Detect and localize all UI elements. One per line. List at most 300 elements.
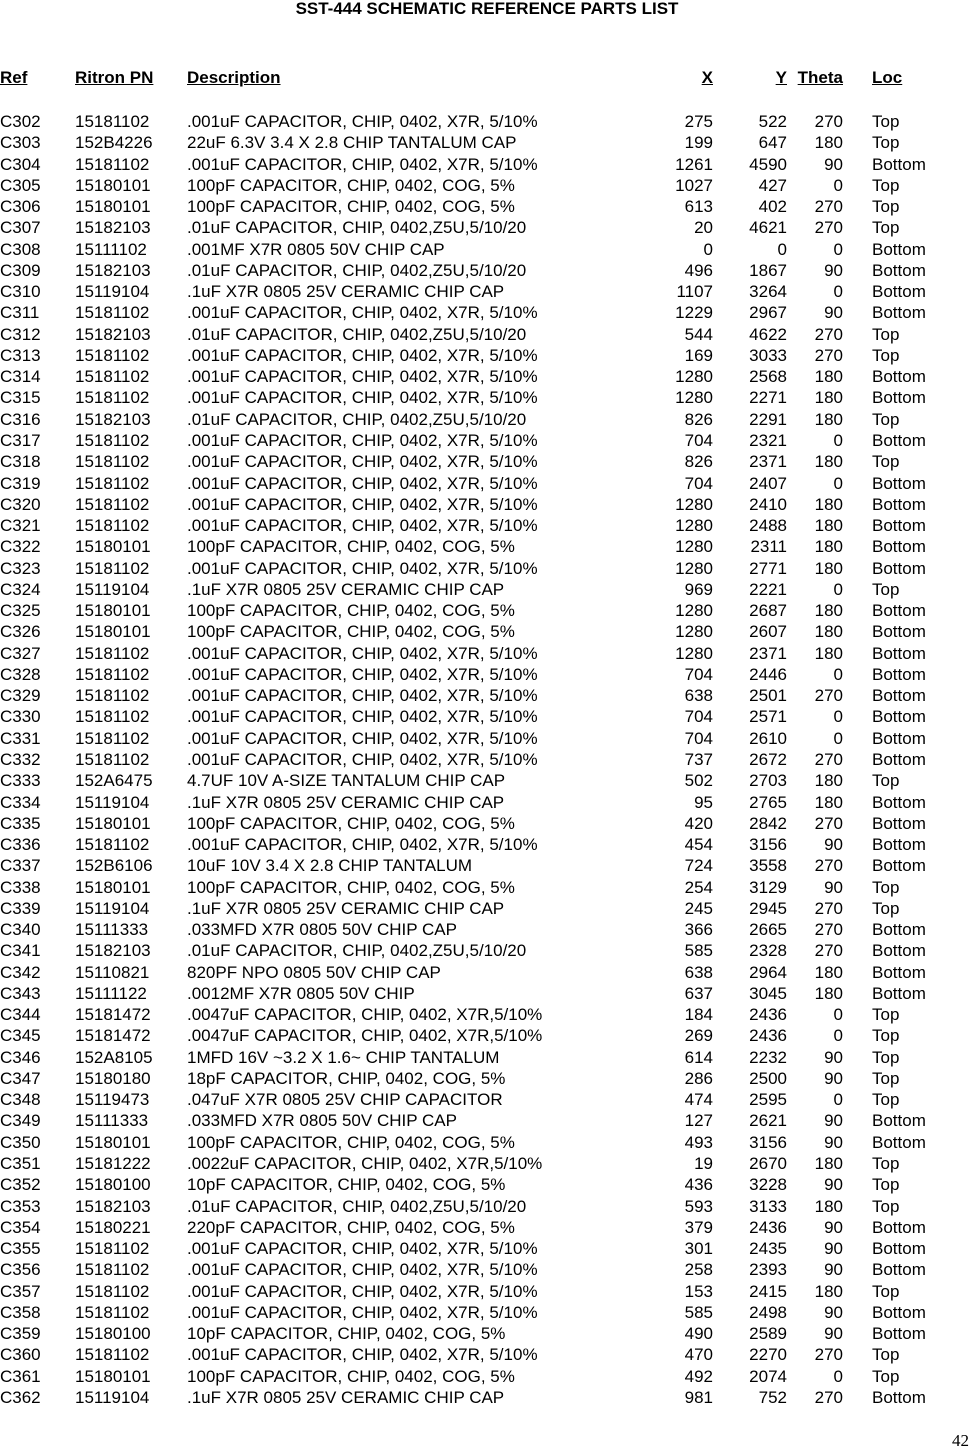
cell-ref: C335 <box>0 813 41 833</box>
cell-description: .0047uF CAPACITOR, CHIP, 0402, X7R,5/10% <box>187 1005 543 1025</box>
table-row <box>0 302 974 323</box>
cell-loc: Bottom <box>872 516 926 536</box>
cell-loc: Top <box>872 1026 900 1046</box>
table-row <box>0 1068 974 1089</box>
cell-description: .001uF CAPACITOR, CHIP, 0402, X7R, 5/10% <box>187 1260 538 1280</box>
cell-ref: C321 <box>0 516 41 536</box>
cell-description: 100pF CAPACITOR, CHIP, 0402, COG, 5% <box>187 175 515 195</box>
cell-x: 95 <box>694 792 713 812</box>
cell-theta: 180 <box>814 367 843 387</box>
cell-ritron-pn: 15180101 <box>75 622 151 642</box>
cell-loc: Bottom <box>872 749 926 769</box>
cell-theta: 180 <box>814 494 843 514</box>
cell-description: 100pF CAPACITOR, CHIP, 0402, COG, 5% <box>187 197 515 217</box>
cell-theta: 0 <box>833 1366 843 1386</box>
table-row <box>0 749 974 770</box>
cell-loc: Top <box>872 133 900 153</box>
cell-x: 199 <box>684 133 713 153</box>
cell-description: .047uF X7R 0805 25V CHIP CAPACITOR <box>187 1090 503 1110</box>
cell-loc: Bottom <box>872 154 926 174</box>
cell-x: 470 <box>684 1345 713 1365</box>
cell-description: .001uF CAPACITOR, CHIP, 0402, X7R, 5/10% <box>187 367 538 387</box>
cell-ritron-pn: 15181102 <box>75 835 150 855</box>
table-row <box>0 685 974 706</box>
cell-y: 752 <box>758 1387 787 1407</box>
cell-ritron-pn: 15181102 <box>75 516 150 536</box>
cell-x: 420 <box>684 813 713 833</box>
table-row <box>0 1047 974 1068</box>
table-header <box>0 67 974 89</box>
cell-ritron-pn: 15111102 <box>75 239 147 259</box>
cell-ref: C359 <box>0 1324 41 1344</box>
cell-x: 275 <box>684 112 713 131</box>
page-number: 42 <box>952 1431 969 1450</box>
table-row <box>0 1387 974 1408</box>
cell-theta: 0 <box>833 579 843 599</box>
cell-description: .001uF CAPACITOR, CHIP, 0402, X7R, 5/10% <box>187 430 538 450</box>
cell-ritron-pn: 15111333 <box>75 920 149 940</box>
cell-theta: 90 <box>824 154 843 174</box>
cell-description: 18pF CAPACITOR, CHIP, 0402, COG, 5% <box>187 1068 506 1088</box>
cell-ritron-pn: 15181102 <box>75 1281 150 1301</box>
cell-loc: Top <box>872 1090 900 1110</box>
cell-description: .001uF CAPACITOR, CHIP, 0402, X7R, 5/10% <box>187 707 538 727</box>
cell-theta: 270 <box>814 197 843 217</box>
cell-ritron-pn: 15181102 <box>75 112 150 131</box>
cell-loc: Bottom <box>872 707 926 727</box>
cell-y: 2670 <box>749 1154 787 1174</box>
cell-ref: C313 <box>0 345 41 365</box>
cell-ref: C334 <box>0 792 41 812</box>
cell-ritron-pn: 15181102 <box>75 473 150 493</box>
table-row <box>0 217 974 238</box>
cell-x: 1280 <box>675 622 713 642</box>
cell-ritron-pn: 15181472 <box>75 1005 151 1025</box>
cell-y: 3156 <box>749 835 787 855</box>
cell-theta: 180 <box>814 452 843 472</box>
cell-description: 820PF NPO 0805 50V CHIP CAP <box>187 962 441 982</box>
cell-ref: C311 <box>0 303 40 323</box>
cell-ref: C340 <box>0 920 41 940</box>
cell-ref: C341 <box>0 941 41 961</box>
cell-theta: 90 <box>824 1239 843 1259</box>
cell-y: 2436 <box>749 1026 787 1046</box>
cell-description: .001uF CAPACITOR, CHIP, 0402, X7R, 5/10% <box>187 558 538 578</box>
cell-ritron-pn: 15182103 <box>75 218 151 238</box>
cell-description: .001uF CAPACITOR, CHIP, 0402, X7R, 5/10% <box>187 303 538 323</box>
cell-y: 2967 <box>749 303 787 323</box>
cell-y: 2435 <box>749 1239 787 1259</box>
cell-x: 737 <box>684 749 713 769</box>
cell-x: 704 <box>684 430 713 450</box>
cell-ref: C325 <box>0 601 41 621</box>
cell-description: 10uF 10V 3.4 X 2.8 CHIP TANTALUM <box>187 856 473 876</box>
parts-table <box>0 111 974 1408</box>
cell-y: 2271 <box>749 388 787 408</box>
table-row <box>0 643 974 664</box>
cell-ref: C306 <box>0 197 41 217</box>
cell-ref: C362 <box>0 1387 41 1407</box>
cell-ritron-pn: 15181102 <box>75 388 150 408</box>
cell-ref: C305 <box>0 175 41 195</box>
cell-ritron-pn: 152A6475 <box>75 771 153 791</box>
cell-theta: 0 <box>833 707 843 727</box>
cell-loc: Top <box>872 1175 900 1195</box>
cell-loc: Bottom <box>872 1302 926 1322</box>
table-row <box>0 813 974 834</box>
cell-loc: Bottom <box>872 1387 926 1407</box>
header-x: X <box>701 68 713 87</box>
cell-x: 19 <box>694 1154 713 1174</box>
cell-y: 2945 <box>749 898 787 918</box>
cell-ref: C337 <box>0 856 41 876</box>
cell-theta: 90 <box>824 877 843 897</box>
cell-ref: C326 <box>0 622 41 642</box>
cell-theta: 180 <box>814 771 843 791</box>
table-row <box>0 579 974 600</box>
cell-description: .01uF CAPACITOR, CHIP, 0402,Z5U,5/10/20 <box>187 1196 527 1216</box>
cell-theta: 180 <box>814 622 843 642</box>
cell-y: 3264 <box>749 282 787 302</box>
table-row <box>0 1196 974 1217</box>
cell-ref: C318 <box>0 452 41 472</box>
table-row <box>0 919 974 940</box>
cell-ritron-pn: 15180100 <box>75 1324 151 1344</box>
cell-theta: 90 <box>824 1217 843 1237</box>
cell-x: 724 <box>684 856 713 876</box>
cell-x: 490 <box>684 1324 713 1344</box>
cell-x: 366 <box>684 920 713 940</box>
cell-loc: Top <box>872 452 900 472</box>
cell-x: 1107 <box>676 282 713 302</box>
cell-ref: C316 <box>0 409 41 429</box>
cell-theta: 270 <box>814 1387 843 1407</box>
cell-description: .1uF X7R 0805 25V CERAMIC CHIP CAP <box>187 579 505 599</box>
cell-loc: Bottom <box>872 983 926 1003</box>
table-row <box>0 983 974 1004</box>
cell-loc: Top <box>872 197 900 217</box>
cell-x: 981 <box>684 1387 713 1407</box>
cell-theta: 180 <box>814 1196 843 1216</box>
table-row <box>0 196 974 217</box>
cell-ritron-pn: 152B4226 <box>75 133 153 153</box>
cell-loc: Bottom <box>872 1111 926 1131</box>
cell-ritron-pn: 15119104 <box>75 579 150 599</box>
cell-ref: C328 <box>0 664 41 684</box>
cell-theta: 90 <box>824 1111 843 1131</box>
cell-description: .001uF CAPACITOR, CHIP, 0402, X7R, 5/10% <box>187 664 538 684</box>
cell-x: 1280 <box>675 601 713 621</box>
cell-ref: C349 <box>0 1111 41 1131</box>
cell-x: 493 <box>684 1132 713 1152</box>
cell-x: 245 <box>684 898 713 918</box>
table-row <box>0 387 974 408</box>
table-row <box>0 1217 974 1238</box>
table-row <box>0 1344 974 1365</box>
cell-loc: Top <box>872 579 900 599</box>
cell-ref: C332 <box>0 749 41 769</box>
cell-theta: 0 <box>833 473 843 493</box>
cell-ref: C352 <box>0 1175 41 1195</box>
cell-y: 2436 <box>749 1005 787 1025</box>
cell-x: 1280 <box>675 558 713 578</box>
cell-x: 585 <box>684 941 713 961</box>
cell-theta: 270 <box>814 749 843 769</box>
cell-loc: Top <box>872 112 900 131</box>
table-row <box>0 1004 974 1025</box>
cell-ritron-pn: 15181102 <box>75 664 150 684</box>
cell-ref: C350 <box>0 1132 41 1152</box>
cell-theta: 0 <box>833 1005 843 1025</box>
cell-y: 2393 <box>749 1260 787 1280</box>
cell-ritron-pn: 15182103 <box>75 409 151 429</box>
cell-description: 1MFD 16V ~3.2 X 1.6~ CHIP TANTALUM <box>187 1047 500 1067</box>
cell-x: 436 <box>684 1175 713 1195</box>
cell-y: 2607 <box>749 622 787 642</box>
cell-y: 2328 <box>749 941 787 961</box>
cell-theta: 0 <box>833 239 843 259</box>
cell-y: 2498 <box>749 1302 787 1322</box>
cell-ritron-pn: 15181102 <box>75 494 150 514</box>
cell-ritron-pn: 15180101 <box>75 537 151 557</box>
cell-description: .0022uF CAPACITOR, CHIP, 0402, X7R,5/10% <box>187 1154 543 1174</box>
cell-loc: Bottom <box>872 643 926 663</box>
cell-y: 2500 <box>749 1068 787 1088</box>
cell-theta: 0 <box>833 175 843 195</box>
cell-ritron-pn: 15111122 <box>75 983 147 1003</box>
cell-y: 2568 <box>749 367 787 387</box>
cell-x: 704 <box>684 707 713 727</box>
cell-y: 2621 <box>749 1111 787 1131</box>
cell-theta: 180 <box>814 537 843 557</box>
cell-description: .1uF X7R 0805 25V CERAMIC CHIP CAP <box>187 898 505 918</box>
cell-x: 184 <box>684 1005 713 1025</box>
cell-theta: 180 <box>814 643 843 663</box>
cell-x: 638 <box>684 686 713 706</box>
cell-ref: C304 <box>0 154 41 174</box>
cell-ref: C322 <box>0 537 41 557</box>
cell-theta: 270 <box>814 218 843 238</box>
cell-ref: C343 <box>0 983 41 1003</box>
cell-x: 1280 <box>675 643 713 663</box>
cell-loc: Bottom <box>872 856 926 876</box>
cell-y: 2488 <box>749 516 787 536</box>
cell-loc: Bottom <box>872 282 926 302</box>
cell-loc: Bottom <box>872 601 926 621</box>
cell-y: 3045 <box>749 983 787 1003</box>
cell-theta: 90 <box>824 1068 843 1088</box>
cell-y: 2687 <box>749 601 787 621</box>
cell-ritron-pn: 15181472 <box>75 1026 151 1046</box>
cell-theta: 270 <box>814 898 843 918</box>
cell-loc: Top <box>872 877 900 897</box>
table-row <box>0 877 974 898</box>
cell-x: 379 <box>684 1217 713 1237</box>
table-row <box>0 132 974 153</box>
cell-description: .001uF CAPACITOR, CHIP, 0402, X7R, 5/10% <box>187 728 538 748</box>
cell-ritron-pn: 15180101 <box>75 813 151 833</box>
cell-ref: C338 <box>0 877 41 897</box>
cell-description: .001uF CAPACITOR, CHIP, 0402, X7R, 5/10% <box>187 835 538 855</box>
cell-ritron-pn: 15181102 <box>75 1345 150 1365</box>
cell-ref: C331 <box>0 728 41 748</box>
cell-y: 4590 <box>749 154 787 174</box>
table-row <box>0 1089 974 1110</box>
cell-description: .1uF X7R 0805 25V CERAMIC CHIP CAP <box>187 1387 505 1407</box>
cell-loc: Top <box>872 218 900 238</box>
cell-theta: 270 <box>814 941 843 961</box>
cell-loc: Bottom <box>872 813 926 833</box>
cell-ref: C345 <box>0 1026 41 1046</box>
cell-x: 826 <box>684 452 713 472</box>
cell-description: .001uF CAPACITOR, CHIP, 0402, X7R, 5/10% <box>187 686 538 706</box>
table-row <box>0 558 974 579</box>
cell-ritron-pn: 15182103 <box>75 941 151 961</box>
cell-description: .001uF CAPACITOR, CHIP, 0402, X7R, 5/10% <box>187 154 538 174</box>
table-row <box>0 1323 974 1344</box>
cell-description: .01uF CAPACITOR, CHIP, 0402,Z5U,5/10/20 <box>187 218 527 238</box>
cell-theta: 0 <box>833 728 843 748</box>
cell-ritron-pn: 15181102 <box>75 1239 150 1259</box>
cell-y: 4621 <box>749 218 787 238</box>
table-row <box>0 1302 974 1323</box>
cell-loc: Bottom <box>872 686 926 706</box>
cell-theta: 90 <box>824 835 843 855</box>
cell-ritron-pn: 152B6106 <box>75 856 153 876</box>
table-row <box>0 515 974 536</box>
cell-theta: 180 <box>814 133 843 153</box>
cell-y: 4622 <box>749 324 787 344</box>
table-row <box>0 430 974 451</box>
cell-ritron-pn: 15181102 <box>75 1302 150 1322</box>
cell-x: 1280 <box>675 388 713 408</box>
cell-description: 100pF CAPACITOR, CHIP, 0402, COG, 5% <box>187 1132 515 1152</box>
cell-x: 454 <box>684 835 713 855</box>
cell-ritron-pn: 15110821 <box>75 962 150 982</box>
cell-loc: Top <box>872 1005 900 1025</box>
cell-x: 496 <box>684 260 713 280</box>
table-row <box>0 834 974 855</box>
cell-ritron-pn: 15181102 <box>75 643 150 663</box>
header-theta: Theta <box>797 68 843 87</box>
cell-y: 2371 <box>749 452 787 472</box>
cell-y: 3228 <box>749 1175 787 1195</box>
table-row <box>0 770 974 791</box>
table-row <box>0 1259 974 1280</box>
cell-x: 704 <box>684 473 713 493</box>
cell-ref: C358 <box>0 1302 41 1322</box>
cell-y: 3129 <box>749 877 787 897</box>
cell-ref: C314 <box>0 367 41 387</box>
cell-loc: Bottom <box>872 728 926 748</box>
cell-ritron-pn: 15181102 <box>75 728 150 748</box>
cell-x: 127 <box>684 1111 713 1131</box>
cell-ref: C308 <box>0 239 41 259</box>
cell-loc: Bottom <box>872 1217 926 1237</box>
cell-description: .001uF CAPACITOR, CHIP, 0402, X7R, 5/10% <box>187 749 538 769</box>
cell-ref: C317 <box>0 430 41 450</box>
cell-x: 1280 <box>675 537 713 557</box>
cell-ref: C303 <box>0 133 41 153</box>
cell-x: 704 <box>684 728 713 748</box>
cell-ritron-pn: 15181102 <box>75 686 150 706</box>
cell-y: 2842 <box>749 813 787 833</box>
header-loc: Loc <box>872 68 903 87</box>
cell-theta: 180 <box>814 1154 843 1174</box>
cell-loc: Bottom <box>872 1260 926 1280</box>
cell-loc: Bottom <box>872 239 926 259</box>
cell-loc: Bottom <box>872 920 926 940</box>
cell-x: 1280 <box>675 367 713 387</box>
table-row <box>0 494 974 515</box>
cell-y: 522 <box>758 112 787 131</box>
table-row <box>0 1132 974 1153</box>
cell-x: 492 <box>684 1366 713 1386</box>
cell-theta: 90 <box>824 1132 843 1152</box>
cell-ritron-pn: 15180101 <box>75 1366 151 1386</box>
cell-description: 100pF CAPACITOR, CHIP, 0402, COG, 5% <box>187 813 515 833</box>
cell-description: .001uF CAPACITOR, CHIP, 0402, X7R, 5/10% <box>187 1239 538 1259</box>
cell-x: 826 <box>684 409 713 429</box>
table-row <box>0 706 974 727</box>
cell-theta: 90 <box>824 1302 843 1322</box>
cell-description: 100pF CAPACITOR, CHIP, 0402, COG, 5% <box>187 537 515 557</box>
cell-y: 2610 <box>749 728 787 748</box>
cell-x: 1261 <box>675 154 713 174</box>
cell-y: 2771 <box>749 558 787 578</box>
cell-loc: Bottom <box>872 430 926 450</box>
table-row <box>0 1366 974 1387</box>
cell-ref: C315 <box>0 388 41 408</box>
table-row <box>0 239 974 260</box>
cell-loc: Bottom <box>872 962 926 982</box>
cell-description: 4.7UF 10V A-SIZE TANTALUM CHIP CAP <box>187 771 506 791</box>
cell-ritron-pn: 15181222 <box>75 1154 151 1174</box>
cell-x: 614 <box>684 1047 713 1067</box>
cell-x: 544 <box>684 324 713 344</box>
cell-ritron-pn: 15181102 <box>75 1260 150 1280</box>
cell-ref: C347 <box>0 1068 41 1088</box>
cell-description: .001uF CAPACITOR, CHIP, 0402, X7R, 5/10% <box>187 643 538 663</box>
cell-ritron-pn: 15180180 <box>75 1068 151 1088</box>
cell-ritron-pn: 15181102 <box>75 749 150 769</box>
cell-theta: 0 <box>833 282 843 302</box>
cell-ref: C327 <box>0 643 41 663</box>
table-row <box>0 111 974 132</box>
cell-description: .0047uF CAPACITOR, CHIP, 0402, X7R,5/10% <box>187 1026 543 1046</box>
cell-ritron-pn: 15119104 <box>75 282 150 302</box>
cell-ref: C339 <box>0 898 41 918</box>
table-row <box>0 175 974 196</box>
cell-ritron-pn: 15119104 <box>75 1387 150 1407</box>
cell-loc: Bottom <box>872 260 926 280</box>
cell-y: 3133 <box>749 1196 787 1216</box>
table-row <box>0 345 974 366</box>
cell-ritron-pn: 15180101 <box>75 601 151 621</box>
cell-y: 0 <box>777 239 787 259</box>
cell-theta: 0 <box>833 1090 843 1110</box>
cell-x: 169 <box>684 345 713 365</box>
cell-loc: Bottom <box>872 1239 926 1259</box>
cell-y: 2436 <box>749 1217 787 1237</box>
cell-ref: C344 <box>0 1005 41 1025</box>
cell-x: 286 <box>684 1068 713 1088</box>
cell-theta: 0 <box>833 1026 843 1046</box>
cell-ritron-pn: 15119473 <box>75 1090 150 1110</box>
cell-theta: 270 <box>814 345 843 365</box>
cell-description: .01uF CAPACITOR, CHIP, 0402,Z5U,5/10/20 <box>187 324 527 344</box>
cell-theta: 180 <box>814 792 843 812</box>
